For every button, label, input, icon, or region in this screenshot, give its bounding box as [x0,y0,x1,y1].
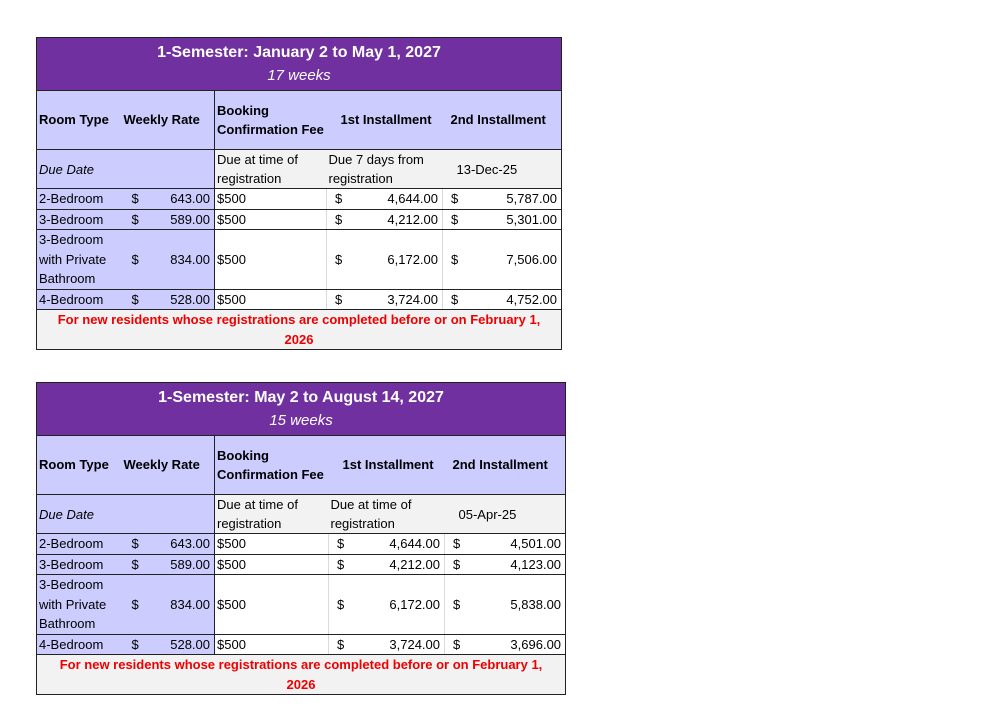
booking-fee: $500 [215,209,327,230]
due-date-row [37,150,562,189]
header-second-installment: 2nd Installment [445,436,566,495]
booking-fee: $500 [215,575,329,635]
due-date-label: Due Date [37,495,215,534]
due-date-row [37,495,566,534]
due-second-installment: 05-Apr-25 [445,495,566,534]
table-title-row [37,383,566,436]
first-installment: $ 3,724.00 [327,289,443,310]
first-installment: $ 4,212.00 [327,209,443,230]
second-installment: $ 5,838.00 [445,575,566,635]
table-row [37,534,566,555]
room-type: 4-Bedroom [37,634,122,655]
header-second-installment: 2nd Installment [443,91,562,150]
table-row [37,575,566,635]
weekly-rate: $ 589.00 [122,554,215,575]
header-room-type: Room Type [37,436,122,495]
second-installment: $ 3,696.00 [445,634,566,655]
due-booking-fee: Due at time of registration [215,150,327,189]
first-installment: $ 4,644.00 [329,534,445,555]
semester-rate-table-summer [36,382,566,695]
table-title: 1-Semester: May 2 to August 14, 2027 [158,389,444,406]
first-installment: $ 6,172.00 [327,230,443,290]
table-subtitle: 17 weeks [267,67,331,84]
first-installment: $ 3,724.00 [329,634,445,655]
second-installment: $ 4,123.00 [445,554,566,575]
header-booking-fee: Booking Confirmation Fee [215,436,329,495]
table-title: 1-Semester: January 2 to May 1, 2027 [157,44,441,61]
due-second-installment: 13-Dec-25 [443,150,562,189]
registration-note-row [37,655,566,695]
table-row [37,289,562,310]
table-row [37,634,566,655]
second-installment: $ 4,501.00 [445,534,566,555]
weekly-rate: $ 834.00 [122,230,215,290]
registration-note: For new residents whose registrations are completed before or on February 1, 2026 [37,655,566,695]
first-installment: $ 4,212.00 [329,554,445,575]
room-type: 2-Bedroom [37,534,122,555]
booking-fee: $500 [215,534,329,555]
table-title-cell [37,383,566,436]
table-title-row [37,38,562,91]
table-title-cell [37,38,562,91]
second-installment: $ 5,301.00 [443,209,562,230]
booking-fee: $500 [215,634,329,655]
column-header-row [37,91,562,150]
semester-rate-table-winter [36,37,562,350]
due-first-installment: Due 7 days from registration [327,150,443,189]
room-type: 3-Bedroom [37,554,122,575]
first-installment: $ 4,644.00 [327,189,443,210]
table-row [37,189,562,210]
header-weekly-rate: Weekly Rate [122,91,215,150]
weekly-rate: $ 528.00 [122,289,215,310]
header-booking-fee: Booking Confirmation Fee [215,91,327,150]
header-weekly-rate: Weekly Rate [122,436,215,495]
second-installment: $ 5,787.00 [443,189,562,210]
registration-note-row [37,310,562,350]
registration-note: For new residents whose registrations are completed before or on February 1, 2026 [37,310,562,350]
column-header-row [37,436,566,495]
table-row [37,209,562,230]
header-first-installment: 1st Installment [329,436,445,495]
due-date-label: Due Date [37,150,215,189]
header-first-installment: 1st Installment [327,91,443,150]
room-type: 3-Bedroom [37,209,122,230]
room-type: 2-Bedroom [37,189,122,210]
header-room-type: Room Type [37,91,122,150]
second-installment: $ 7,506.00 [443,230,562,290]
table-subtitle: 15 weeks [269,412,333,429]
room-type: 3-Bedroom with Private Bathroom [37,230,122,290]
room-type: 3-Bedroom with Private Bathroom [37,575,122,635]
table-row [37,230,562,290]
weekly-rate: $ 834.00 [122,575,215,635]
booking-fee: $500 [215,289,327,310]
weekly-rate: $ 643.00 [122,534,215,555]
due-booking-fee: Due at time of registration [215,495,329,534]
booking-fee: $500 [215,230,327,290]
first-installment: $ 6,172.00 [329,575,445,635]
due-first-installment: Due at time of registration [329,495,445,534]
room-type: 4-Bedroom [37,289,122,310]
weekly-rate: $ 643.00 [122,189,215,210]
table-row [37,554,566,575]
weekly-rate: $ 528.00 [122,634,215,655]
booking-fee: $500 [215,554,329,575]
booking-fee: $500 [215,189,327,210]
weekly-rate: $ 589.00 [122,209,215,230]
second-installment: $ 4,752.00 [443,289,562,310]
